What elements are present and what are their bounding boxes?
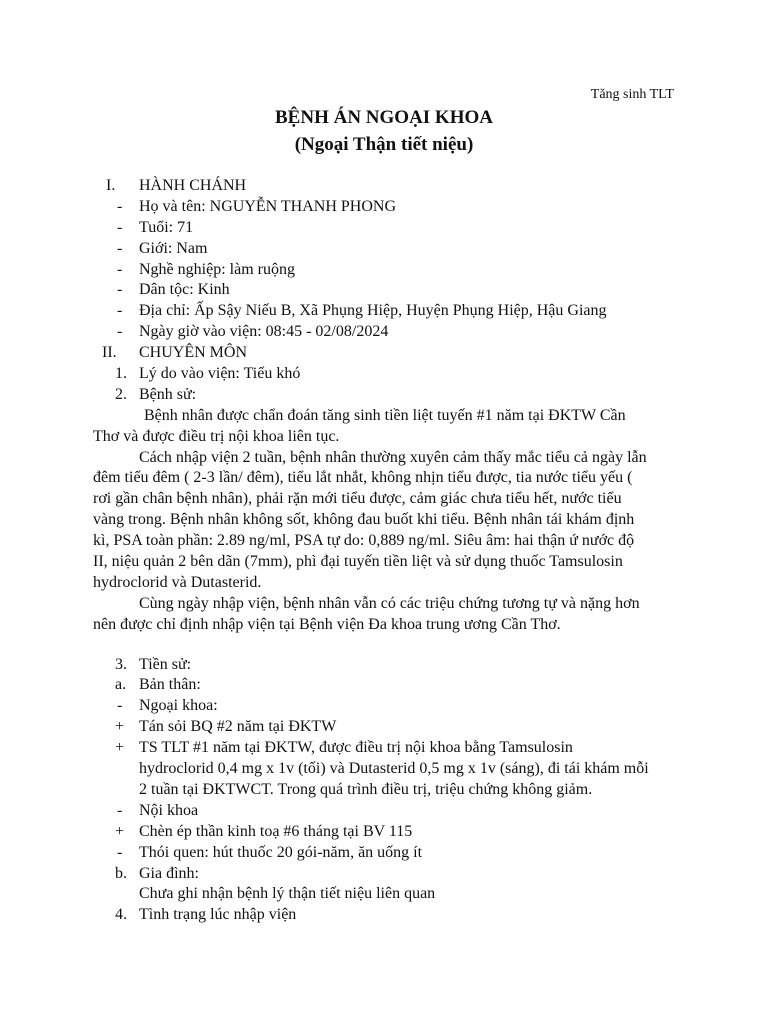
list-item: - Thói quen: hút thuốc 20 gói-năm, ăn uống ít (0, 843, 768, 864)
section-marker: II. (102, 344, 117, 362)
section-title: CHUYÊN MÔN (139, 344, 247, 362)
list-item: - Nội khoa (0, 801, 768, 822)
document-body (0, 176, 768, 926)
admission-datetime: Ngày giờ vào viện: 08:45 - 02/08/2024 (139, 323, 389, 341)
section-heading-admin (0, 176, 768, 197)
patient-gender: Giới: Nam (139, 239, 208, 257)
list-item: + TS TLT #1 năm tại ĐKTW, được điều trị nội khoa bằng Tamsulosin (115, 739, 573, 757)
list-item-continued (0, 884, 768, 905)
patient-age: Tuổi: 71 (139, 218, 194, 236)
list-item: a. Bản thân: (0, 675, 768, 696)
paragraph-line: đêm tiểu đêm ( 2-3 lần/ đêm), tiểu lắt nhắt, không nhịn tiểu được, tia nước tiểu yếu ( (93, 469, 633, 487)
paragraph-line: Bệnh nhân được chẩn đoán tăng sinh tiền liệt tuyến #1 năm tại ĐKTW Cần (144, 406, 626, 424)
list-item: b. Gia đình: (0, 864, 768, 885)
past-history-heading: Tiền sử: (139, 655, 192, 673)
subtitle-line: (Ngoại Thận tiết niệu) (294, 134, 474, 155)
list-item: - Địa chỉ: Ấp Sậy Niếu B, Xã Phụng Hiệp, Huyện Phụng Hiệp, Hậu Giang (0, 301, 768, 322)
paragraph-line: vàng trong. Bệnh nhân không sốt, không đau buốt khi tiểu. Bệnh nhân tái khám định (93, 511, 635, 529)
list-item-continued: 2 tuần tại ĐKTWCT. Trong quá trình điều trị, triệu chứng không giảm. (139, 780, 593, 798)
list-item: 1. Lý do vào viện: Tiểu khó (0, 364, 768, 385)
list-item-continued: hydroclorid 0,4 mg x 1v (tối) và Dutasterid 0,5 mg x 1v (sáng), đi tái khám mỗi (139, 760, 649, 778)
section-title: HÀNH CHÁNH (139, 177, 247, 194)
list-item: + Tán sỏi BQ #2 năm tại ĐKTW (115, 718, 337, 736)
list-item: - Họ và tên: NGUYỄN THANH PHONG (0, 197, 768, 218)
family-history-text: Chưa ghi nhận bệnh lý thận tiết niệu liên quan (139, 885, 436, 903)
paragraph-line: Cách nhập viện 2 tuần, bệnh nhân thường xuyên cảm thấy mắc tiểu cả ngày lẫn (139, 448, 647, 466)
patient-name: Họ và tên: NGUYỄN THANH PHONG (139, 197, 397, 215)
paragraph-line: nên được chỉ định nhập viện tại Bệnh viện Đa khoa trung ương Cần Thơ. (93, 615, 561, 633)
section-marker: I. (106, 177, 116, 194)
list-item: - Giới: Nam (0, 239, 768, 260)
list-item: - Ngày giờ vào viện: 08:45 - 02/08/2024 (0, 322, 768, 343)
medical-history-heading: Nội khoa (139, 801, 199, 819)
patient-ethnicity: Dân tộc: Kinh (139, 281, 230, 299)
surgical-history-heading: Ngoại khoa: (139, 697, 218, 715)
list-item: - Nghề nghiệp: làm ruộng (0, 260, 768, 281)
list-item: 2. Bệnh sử: (0, 385, 768, 406)
list-item: + Chèn ép thần kinh toạ #6 tháng tại BV 115 (115, 822, 413, 840)
list-item: - Tuổi: 71 (0, 218, 768, 239)
paragraph-line: kì, PSA toàn phần: 2.89 ng/ml, PSA tự do: 0,889 ng/ml. Siêu âm: hai thận ứ nước độ (93, 532, 635, 550)
habits: Thói quen: hút thuốc 20 gói-năm, ăn uống ít (139, 843, 423, 861)
admission-status-heading: Tình trạng lúc nhập viện (139, 906, 297, 924)
personal-history-heading: Bản thân: (139, 676, 201, 694)
family-history-heading: Gia đình: (139, 864, 199, 882)
paragraph-line: rơi gần chân bệnh nhân), phải rặn mới tiểu được, cảm giác chưa tiểu hết, nước tiểu (93, 490, 622, 508)
paragraph-line: Thơ và được điều trị nội khoa liên tục. (93, 427, 340, 445)
paragraph-line: hydroclorid và Dutasterid. (93, 573, 262, 591)
list-item: - Ngoại khoa: (0, 696, 768, 717)
title-line: BỆNH ÁN NGOẠI KHOA (275, 107, 493, 128)
list-item: 4. Tình trạng lúc nhập viện (0, 905, 768, 926)
section-heading-professional (0, 343, 768, 364)
patient-address: Địa chỉ: Ấp Sậy Niếu B, Xã Phụng Hiệp, Huyện Phụng Hiệp, Hậu Giang (139, 302, 607, 320)
list-item: - Dân tộc: Kinh (0, 280, 768, 301)
paragraph-line: Cùng ngày nhập viện, bệnh nhân vẫn có các triệu chứng tương tự và nặng hơn (139, 594, 640, 612)
patient-occupation: Nghề nghiệp: làm ruộng (139, 260, 295, 278)
list-item: 3. Tiền sử: (0, 655, 768, 676)
history-heading: Bệnh sử: (139, 385, 197, 403)
header-tag: Tăng sinh TLT (590, 87, 674, 102)
paragraph-line: II, niệu quản 2 bên dãn (7mm), phì đại tuyến tiền liệt và sử dụng thuốc Tamsulosin (93, 553, 623, 571)
admission-reason: Lý do vào viện: Tiểu khó (139, 365, 301, 383)
document-title (0, 104, 768, 158)
